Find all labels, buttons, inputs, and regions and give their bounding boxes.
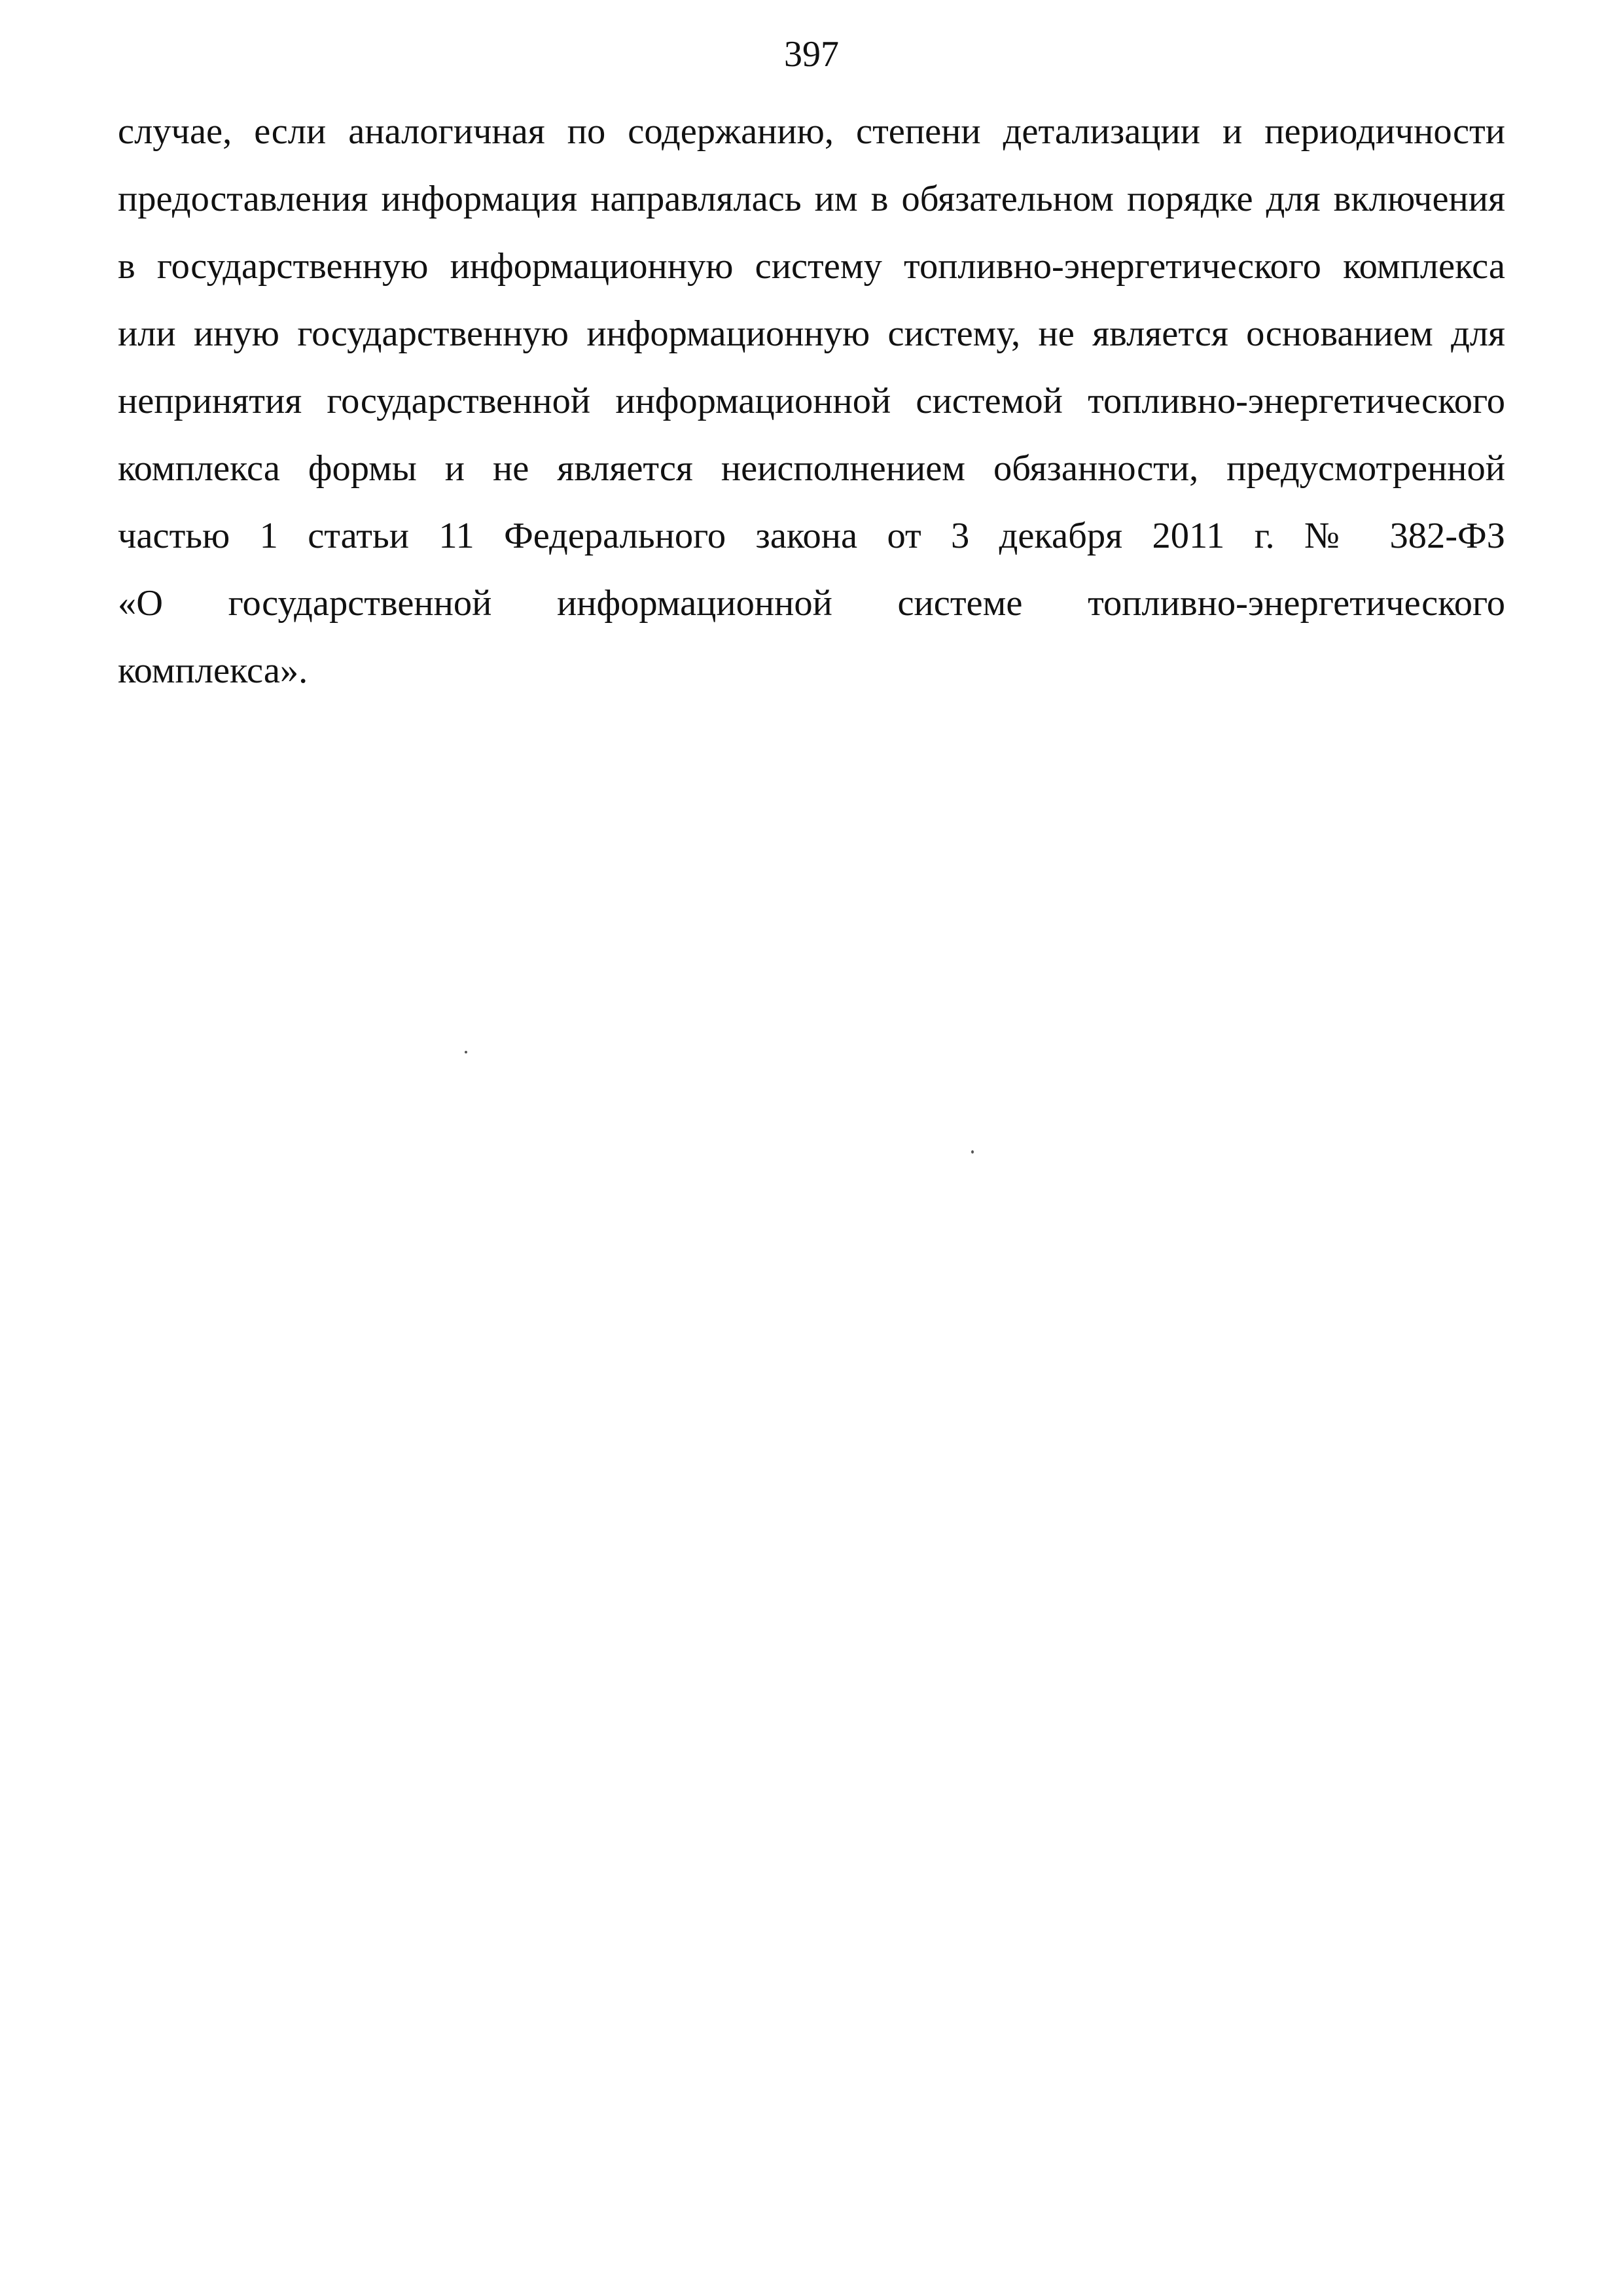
paragraph-line: предоставления информация направлялась им в обязательном порядке для включения <box>118 179 1505 219</box>
paragraph-line: в государственную информационную систему топливно-энергетического комплекса <box>118 246 1505 287</box>
paragraph-line: «О государственной информационной системе топливно-энергетического <box>118 583 1505 624</box>
paragraph-line-last: комплекса». <box>118 650 308 691</box>
scan-speck <box>465 1051 467 1053</box>
paragraph-line: или иную государственную информационную систему, не является основанием для <box>118 313 1505 354</box>
body-paragraph <box>118 98 1505 705</box>
scan-speck <box>971 1150 974 1154</box>
paragraph-line: случае, если аналогичная по содержанию, степени детализации и периодичности <box>118 111 1505 152</box>
paragraph-line: комплекса формы и не является неисполнением обязанности, предусмотренной <box>118 448 1505 489</box>
page-number: 397 <box>784 34 839 75</box>
paragraph-line: непринятия государственной информационной системой топливно-энергетического <box>118 381 1505 421</box>
paragraph-line: частью 1 статьи 11 Федерального закона от 3 декабря 2011 г. № 382-ФЗ <box>118 516 1505 556</box>
